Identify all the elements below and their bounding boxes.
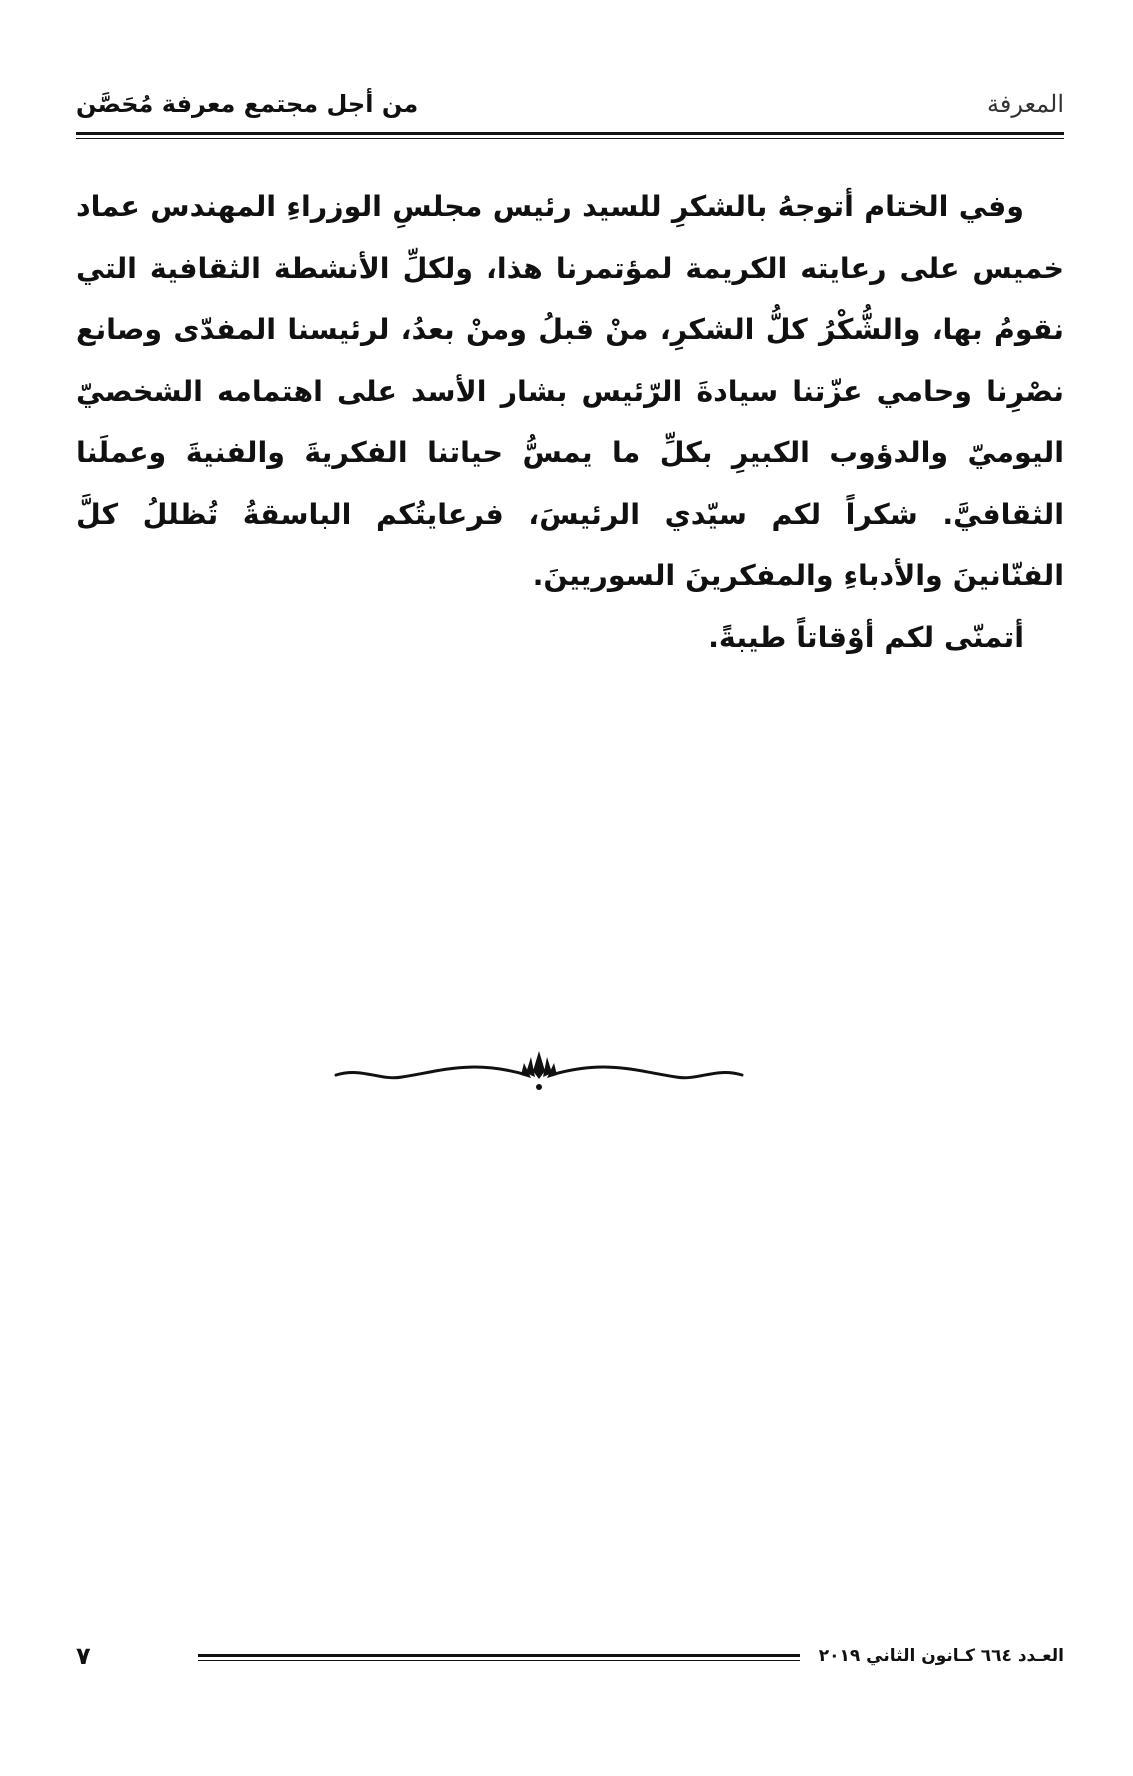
ornament-divider bbox=[332, 1045, 746, 1105]
ornament-right-curve bbox=[551, 1067, 742, 1078]
footer-rule bbox=[198, 1654, 800, 1657]
magazine-logo: المعرفة bbox=[986, 90, 1064, 118]
ornament-left-curve bbox=[336, 1067, 527, 1078]
header-rule-thin bbox=[76, 138, 1064, 139]
page-footer bbox=[76, 1642, 1064, 1676]
page-header bbox=[76, 90, 1064, 130]
article-paragraph: وفي الختام أتوجهُ بالشكرِ للسيد رئيس مجلسِ الوزراءِ المهندس عماد خميس على رعايته الكريمة لمؤتمرنا هذا، ولكلِّ الأنشطة الثقافية التي نقومُ بها، والشُّكْرُ كلُّ الشكرِ، منْ قبلُ ومنْ بعدُ، لرئيسنا المفدّى وصانع نصْرِنا وحامي عزّتنا سيادةَ الرّئيس بشار الأسد على اهتمامه الشخصيّ اليوميّ والدؤوب الكبيرِ بكلِّ ما يمسُّ حياتنا الفكريةَ والفنيةَ وعملَنا الثقافيَّ. شكراً لكم سيّدي الرئيسَ، فرعايتُكم الباسقةُ تُظللُ كلَّ الفنّانينَ والأدباءِ والمفكرينَ السوريينَ. bbox=[76, 190, 1064, 592]
closing-line: أتمنّى لكم أوْقاتاً طيبةً. bbox=[708, 620, 1024, 654]
page-number: ٧ bbox=[76, 1642, 91, 1670]
header-rule bbox=[76, 132, 1064, 135]
article-body bbox=[76, 176, 1064, 668]
header-tagline: من أجل مجتمع معرفة مُحَصَّن bbox=[76, 90, 419, 118]
ornament-center-fan bbox=[521, 1051, 557, 1090]
issue-label: العـدد ٦٦٤ كـانون الثاني ٢٠١٩ bbox=[818, 1646, 1064, 1666]
footer-rule-thin bbox=[198, 1660, 800, 1661]
